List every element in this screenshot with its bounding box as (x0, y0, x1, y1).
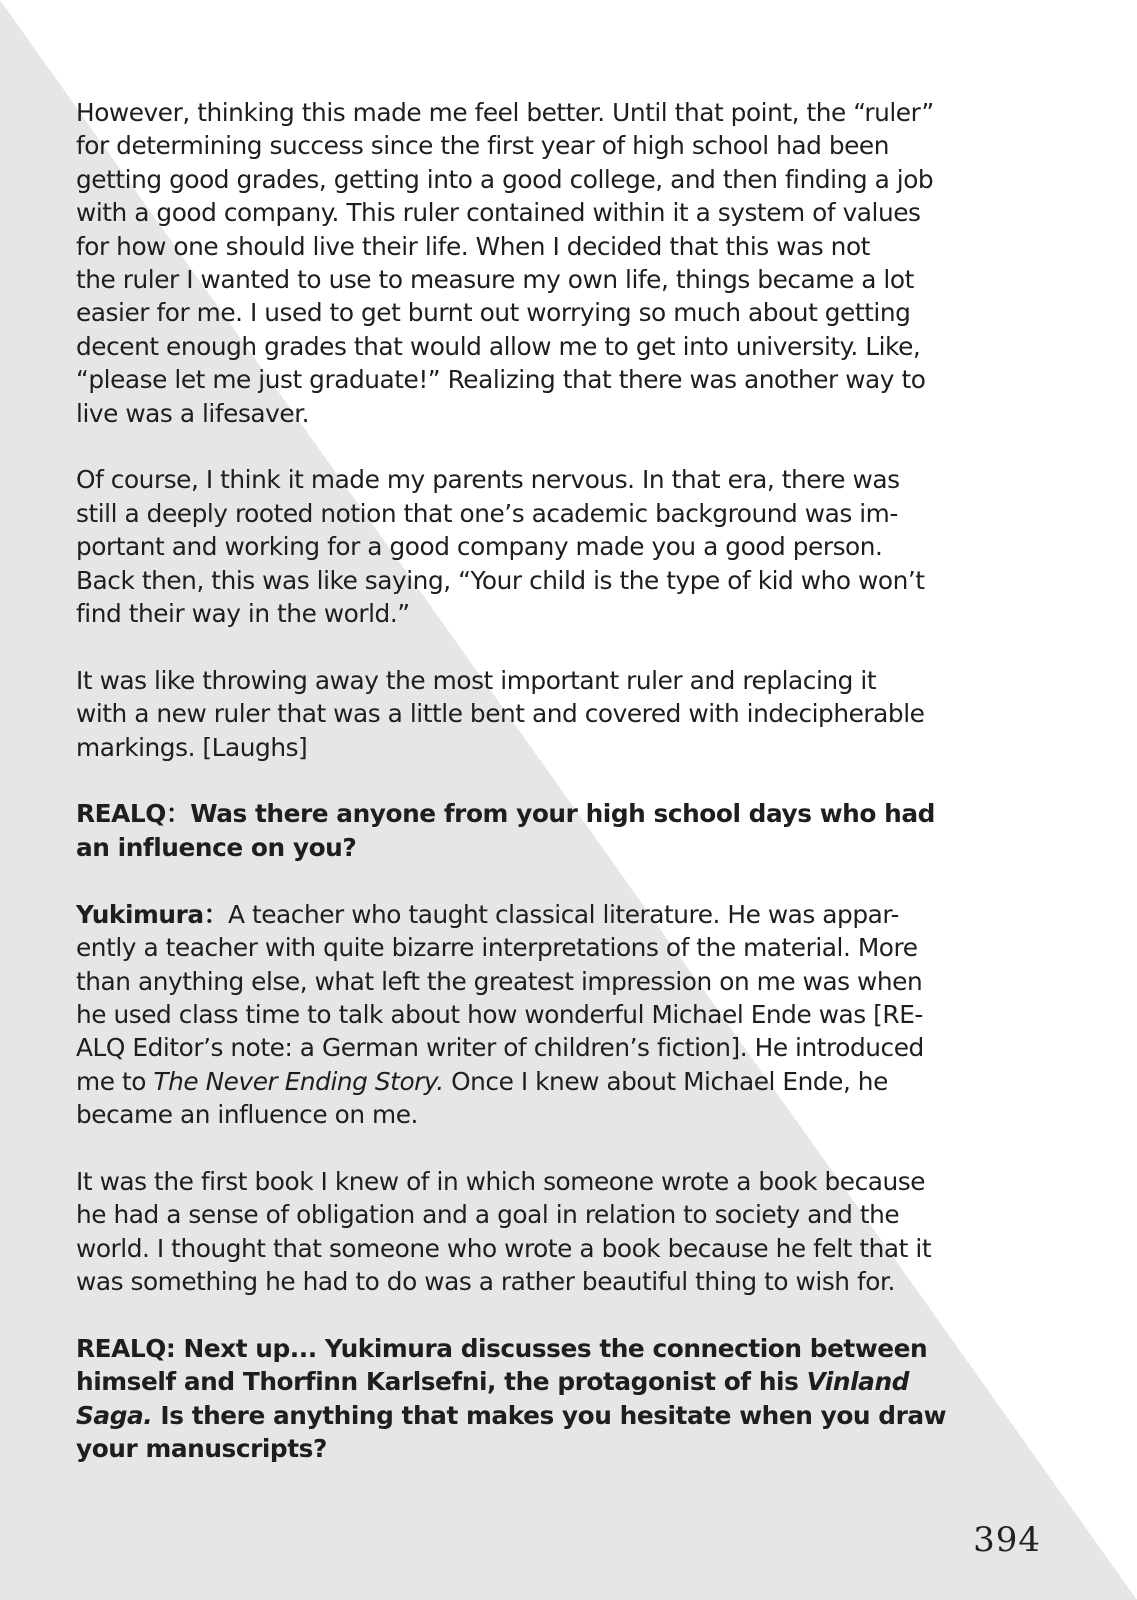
text-line: he used class time to talk about how wonderful Michael Ende was [RE- (76, 999, 923, 1029)
paragraph (76, 1165, 1076, 1299)
text-line: for how one should live their life. When I decided that this was not (76, 231, 870, 261)
text-line: world. I thought that someone who wrote a book because he felt that it (76, 1233, 932, 1263)
text-line: with a good company. This ruler contained within it a system of values (76, 198, 921, 228)
answer-text: A teacher who taught classical literature. He was appar- (228, 899, 900, 929)
paragraph (76, 96, 1076, 430)
text-line: he had a sense of obligation and a goal in relation to society and the (76, 1200, 900, 1230)
text-line: than anything else, what left the greatest impression on me was when (76, 966, 923, 996)
text-line: still a deeply rooted notion that one’s academic background was im- (76, 498, 898, 528)
text-line: REALQ：Was there anyone from your high school days who had (76, 799, 935, 829)
text-line: ALQ Editor’s note: a German writer of children’s fiction]. He introduced (76, 1033, 924, 1063)
answer-text: me to (76, 1066, 154, 1096)
answer-text: Once I knew about Michael Ende, he (443, 1066, 888, 1096)
manga-title: Vinland (806, 1367, 909, 1397)
text-line: decent enough grades that would allow me to get into university. Like, (76, 331, 921, 361)
interview-answer (76, 898, 1076, 1132)
paragraph (76, 664, 1076, 764)
text-line: It was the first book I knew of in which someone wrote a book because (76, 1166, 926, 1196)
text-line: portant and working for a good company made you a good person. (76, 532, 883, 562)
text-line: Of course, I think it made my parents nervous. In that era, there was (76, 465, 900, 495)
text-line: was something he had to do was a rather beautiful thing to wish for. (76, 1267, 895, 1297)
text-line (76, 898, 1076, 931)
text-line: ently a teacher with quite bizarre interpretations of the material. More (76, 933, 918, 963)
text-line (76, 1399, 1076, 1432)
text-line: markings. [Laughs] (76, 732, 308, 762)
interview-text (76, 96, 1076, 1466)
page-number: 394 (973, 1520, 1041, 1560)
text-line: easier for me. I used to get burnt out worrying so much about getting (76, 298, 911, 328)
text-line: became an influence on me. (76, 1100, 418, 1130)
question-text: Is there anything that makes you hesitate when you draw (152, 1400, 947, 1430)
text-line: “please let me just graduate!” Realizing that there was another way to (76, 365, 926, 395)
speaker-label: Yukimura： (76, 899, 228, 929)
text-line: an influence on you? (76, 832, 357, 862)
text-line: with a new ruler that was a little bent and covered with indecipherable (76, 699, 925, 729)
interview-question (76, 1332, 1076, 1466)
interview-question (76, 797, 1076, 864)
book-title: The Never Ending Story. (153, 1066, 444, 1096)
text-line: the ruler I wanted to use to measure my own life, things became a lot (76, 265, 914, 295)
text-line: your manuscripts? (76, 1434, 327, 1464)
text-line: find their way in the world.” (76, 599, 410, 629)
text-line: It was like throwing away the most important ruler and replacing it (76, 665, 877, 695)
text-line: live was a lifesaver. (76, 398, 310, 428)
text-line: Back then, this was like saying, “Your child is the type of kid who won’t (76, 565, 925, 595)
text-line: However, thinking this made me feel better. Until that point, the “ruler” (76, 98, 934, 127)
text-line: for determining success since the first year of high school had been (76, 131, 890, 161)
manga-title: Saga. (76, 1400, 153, 1430)
text-line: getting good grades, getting into a good college, and then finding a job (76, 164, 934, 194)
paragraph (76, 463, 1076, 630)
text-line (76, 1365, 1076, 1398)
text-line (76, 1065, 1076, 1098)
text-line: REALQ: Next up... Yukimura discusses the connection between (76, 1333, 928, 1363)
question-text: himself and Thorfinn Karlsefni, the protagonist of his (76, 1367, 807, 1397)
